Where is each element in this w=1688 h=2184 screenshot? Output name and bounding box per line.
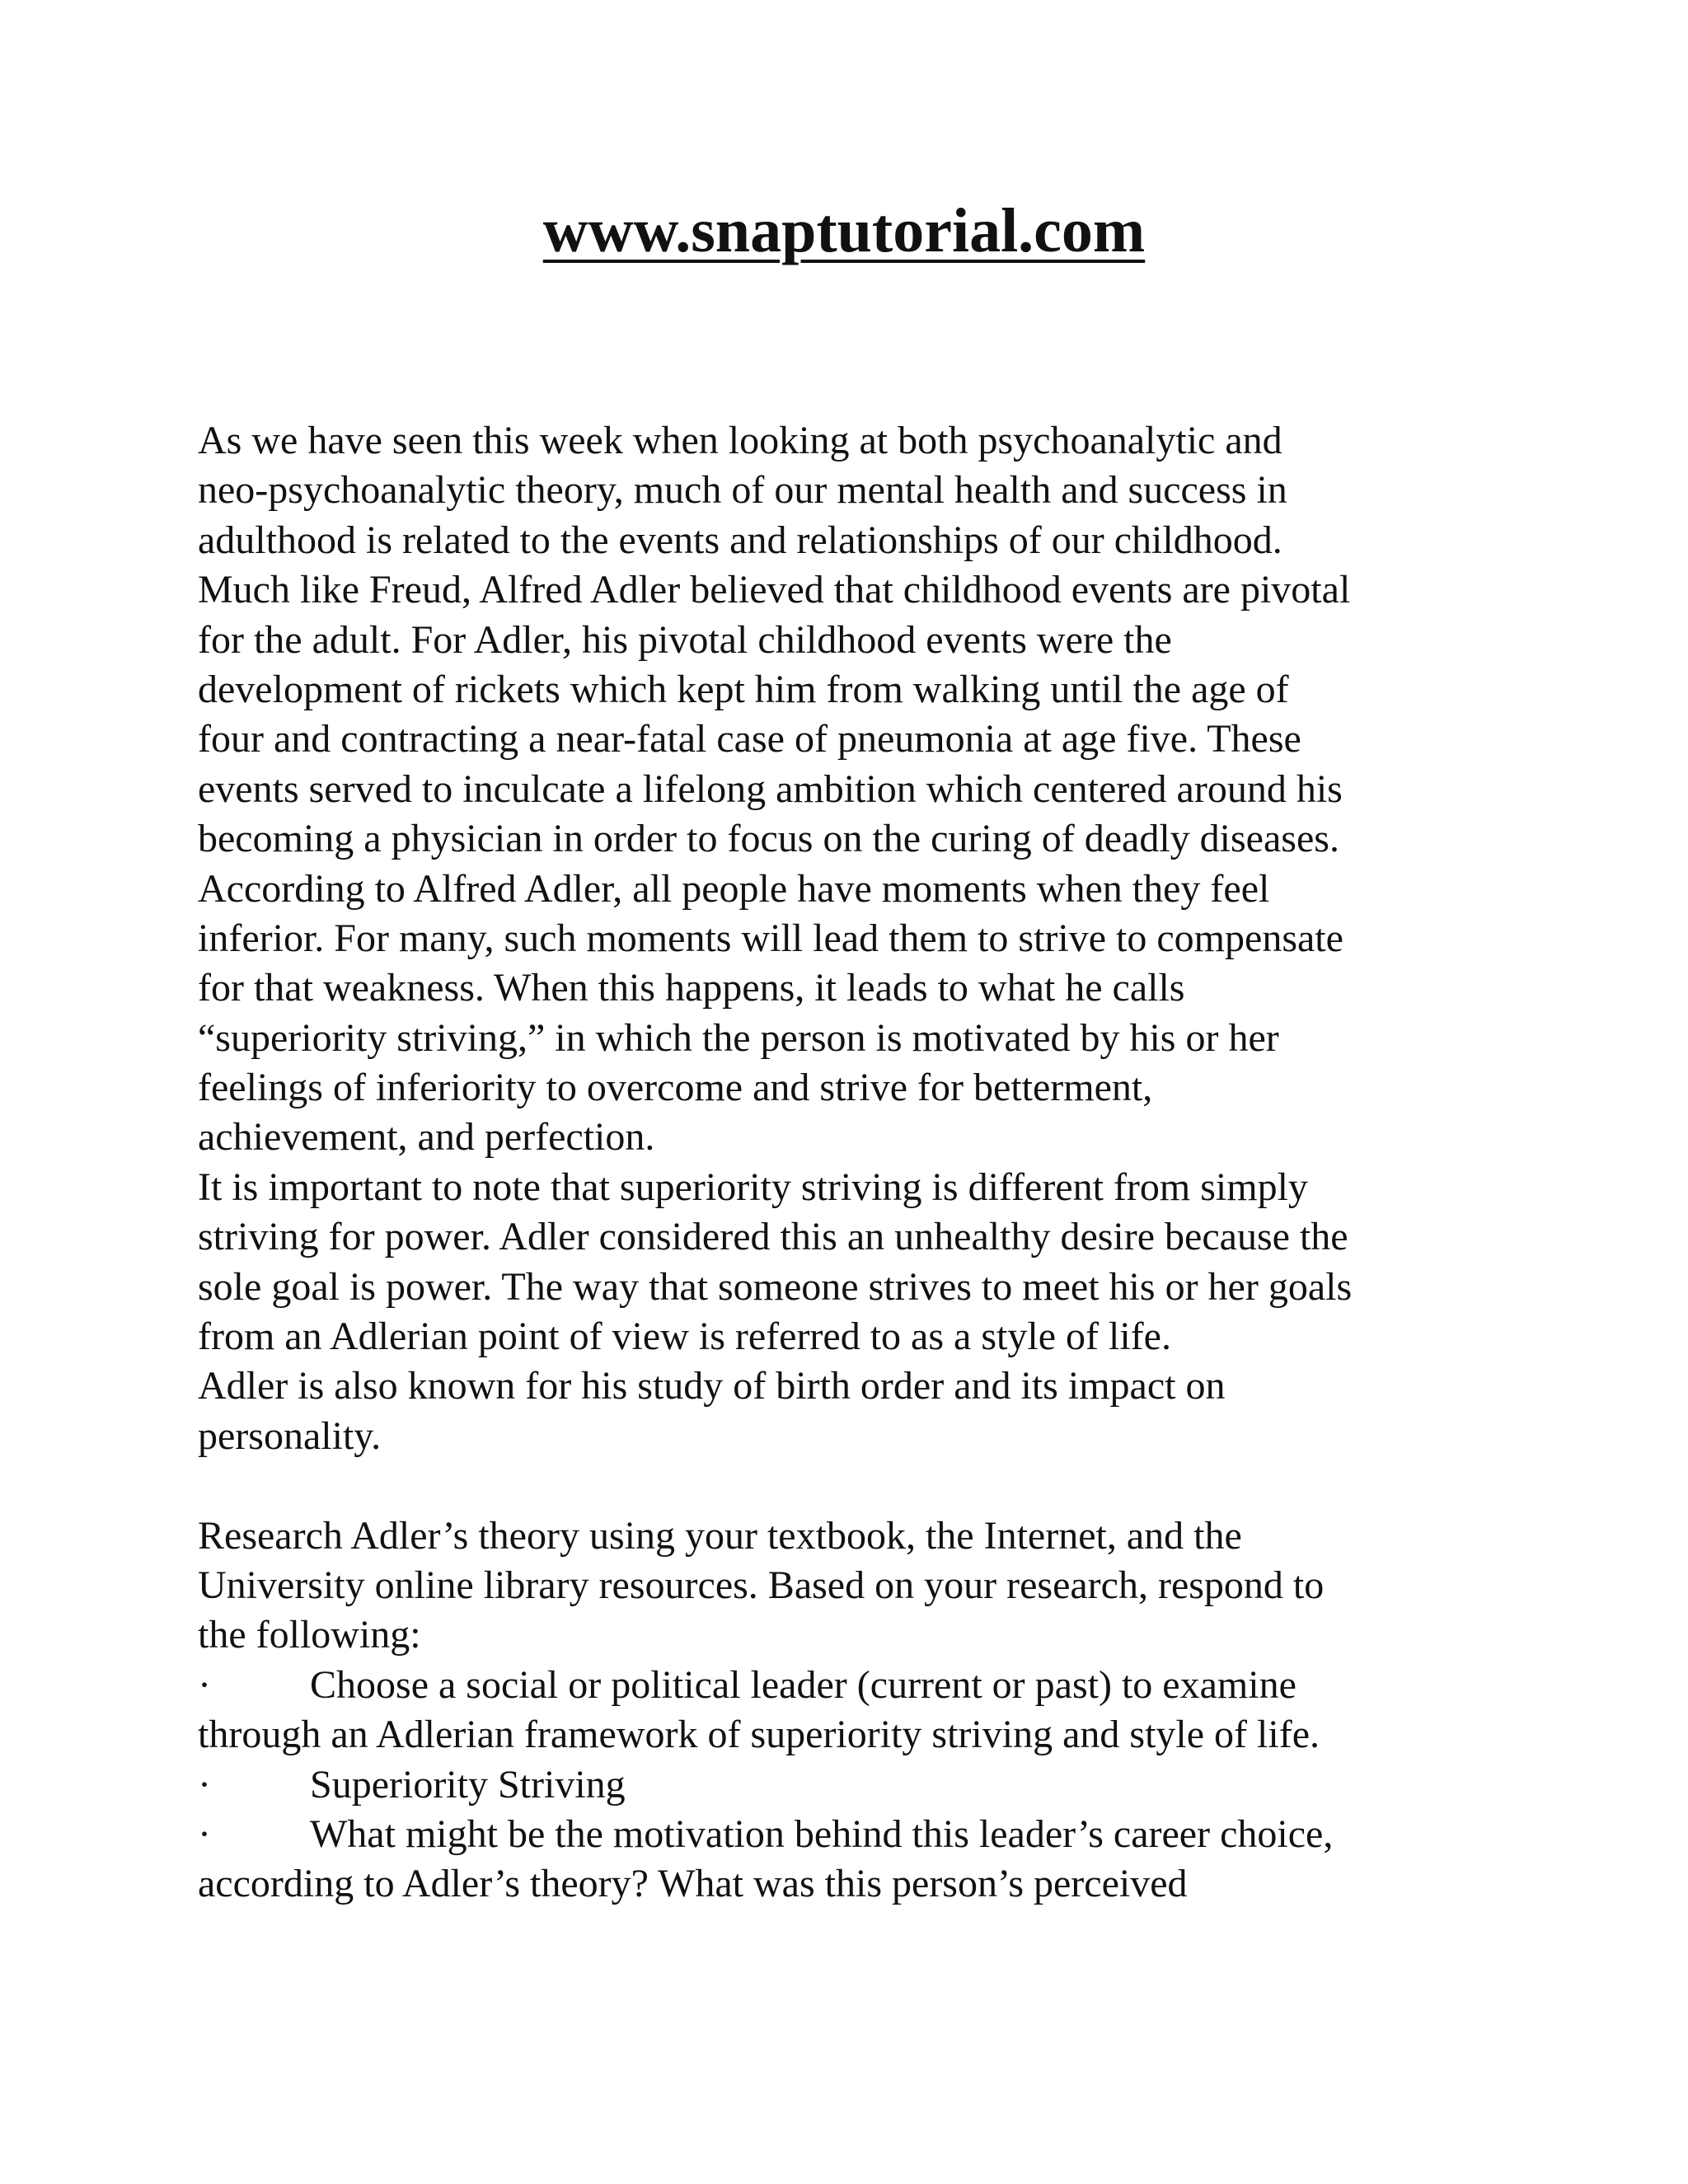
bullet-marker: ·: [198, 1762, 211, 1807]
list-item-continuation: according to Adler’s theory? What was this person’s perceived: [198, 1862, 1188, 1906]
list-item-text: Choose a social or political leader (current or past) to examine: [310, 1662, 1296, 1707]
text-line: development of rickets which kept him from walking until the age of: [198, 667, 1289, 711]
site-link[interactable]: www.snaptutorial.com: [542, 196, 1146, 265]
text-line: four and contracting a near-fatal case of pneumonia at age five. These: [198, 717, 1301, 762]
document-body: [198, 416, 1500, 1910]
paragraph-intro: [198, 416, 1500, 1163]
site-title: [0, 196, 1688, 265]
text-line: events served to inculcate a lifelong ambition which centered around his: [198, 766, 1343, 811]
text-line: for the adult. For Adler, his pivotal childhood events were the: [198, 617, 1172, 662]
list-item: [198, 1661, 1500, 1710]
text-line: Research Adler’s theory using your textbook, the Internet, and the: [198, 1513, 1242, 1558]
text-line: achievement, and perfection.: [198, 1115, 655, 1160]
list-item: [198, 1810, 1500, 1859]
text-line: the following:: [198, 1613, 421, 1657]
list-item-continuation: through an Adlerian framework of superiority striving and style of life.: [198, 1713, 1320, 1757]
text-line: According to Alfred Adler, all people have moments when they feel: [198, 866, 1270, 911]
text-line: striving for power. Adler considered this an unhealthy desire because the: [198, 1215, 1348, 1259]
text-line: personality.: [198, 1413, 382, 1458]
list-item-text: Superiority Striving: [310, 1762, 626, 1807]
text-line: adulthood is related to the events and relationships of our childhood.: [198, 518, 1282, 562]
paragraph-assignment: [198, 1511, 1500, 1661]
text-line: Adler is also known for his study of birth order and its impact on: [198, 1364, 1226, 1408]
paragraph-superiority: [198, 1163, 1500, 1362]
text-line: University online library resources. Based on your research, respond to: [198, 1563, 1325, 1607]
text-line: Much like Freud, Alfred Adler believed that childhood events are pivotal: [198, 568, 1351, 612]
paragraph-gap: [198, 1461, 1500, 1511]
list-item-text: What might be the motivation behind this leader’s career choice,: [310, 1811, 1334, 1856]
text-line: As we have seen this week when looking at both psychoanalytic and: [198, 419, 1282, 462]
text-line: for that weakness. When this happens, it leads to what he calls: [198, 966, 1185, 1010]
text-line: sole goal is power. The way that someone strives to meet his or her goals: [198, 1264, 1353, 1309]
list-item: [198, 1760, 1500, 1810]
text-line: It is important to note that superiority striving is different from simply: [198, 1165, 1308, 1209]
text-line: inferior. For many, such moments will lead them to strive to compensate: [198, 916, 1343, 960]
text-line: feelings of inferiority to overcome and strive for betterment,: [198, 1066, 1153, 1110]
paragraph-birth-order: [198, 1361, 1500, 1461]
text-line: neo-psychoanalytic theory, much of our mental health and success in: [198, 468, 1287, 513]
bullet-list: [198, 1661, 1500, 1910]
text-line: from an Adlerian point of view is referred to as a style of life.: [198, 1315, 1171, 1359]
bullet-marker: ·: [198, 1811, 211, 1856]
text-line: becoming a physician in order to focus on the curing of deadly diseases.: [198, 817, 1339, 861]
text-line: “superiority striving,” in which the person is motivated by his or her: [198, 1015, 1279, 1060]
bullet-marker: ·: [198, 1662, 211, 1707]
